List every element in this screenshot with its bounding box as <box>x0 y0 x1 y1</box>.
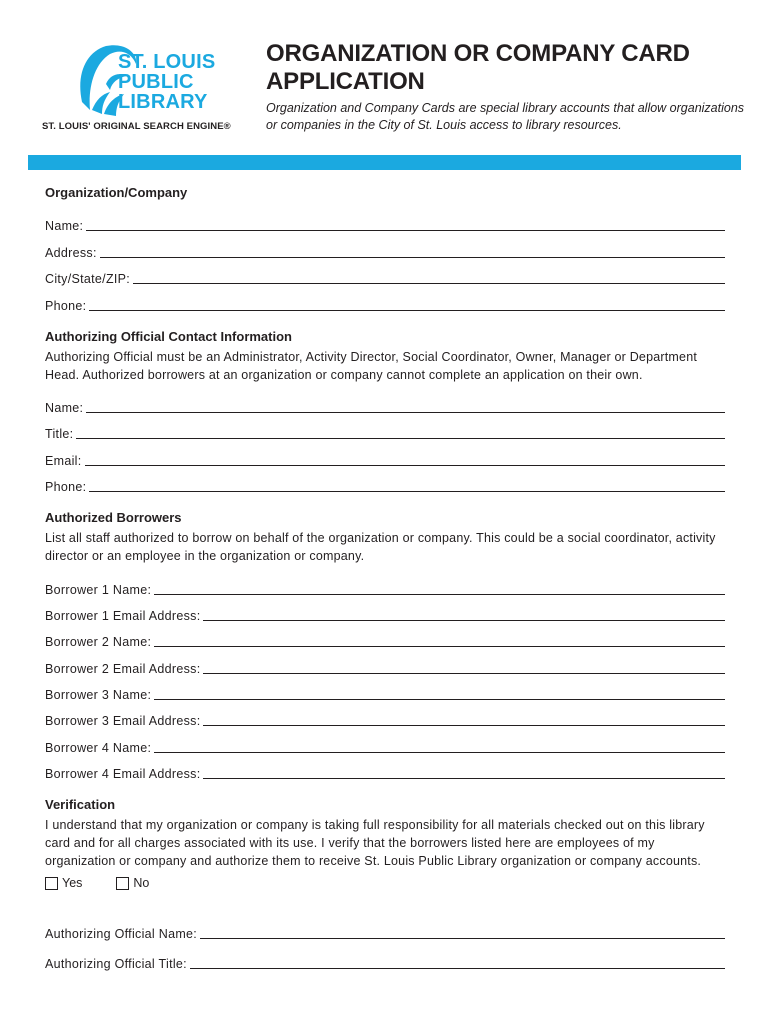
yes-checkbox[interactable] <box>45 877 58 890</box>
input-line[interactable] <box>203 725 725 726</box>
field-label: City/State/ZIP: <box>45 272 131 287</box>
authorizing-official-name-field[interactable] <box>45 912 725 942</box>
borrower-4-name-field[interactable] <box>45 729 725 755</box>
borrower-fields <box>45 571 725 782</box>
official-title-field[interactable] <box>45 416 725 442</box>
field-label: Title: <box>45 427 74 442</box>
borrower-2-name-field[interactable] <box>45 624 725 650</box>
page-title <box>266 40 746 96</box>
field-label: Borrower 4 Name: <box>45 740 152 755</box>
field-label: Borrower 4 Email Address: <box>45 767 201 782</box>
input-line[interactable] <box>203 673 725 674</box>
logo-line-3: LIBRARY <box>118 91 208 113</box>
input-line[interactable] <box>86 230 725 231</box>
input-line[interactable] <box>154 699 725 700</box>
input-line[interactable] <box>133 283 725 284</box>
no-option[interactable] <box>116 876 149 890</box>
field-label: Borrower 1 Email Address: <box>45 608 201 623</box>
org-section-heading: Organization/Company <box>45 185 188 200</box>
verification-choices <box>45 872 725 894</box>
official-name-field[interactable] <box>45 390 725 416</box>
official-phone-field[interactable] <box>45 469 725 495</box>
field-label: Email: <box>45 453 82 468</box>
official-email-field[interactable] <box>45 442 725 468</box>
yes-option[interactable] <box>45 876 82 890</box>
field-label: Borrower 3 Name: <box>45 688 152 703</box>
field-label: Authorizing Official Title: <box>45 957 187 972</box>
official-fields <box>45 390 725 496</box>
logo-line-1: ST. LOUIS <box>118 51 216 73</box>
page-title-line-1: ORGANIZATION OR COMPANY CARD <box>266 40 690 67</box>
input-line[interactable] <box>190 968 725 969</box>
header-divider-bar <box>28 155 741 170</box>
input-line[interactable] <box>154 646 725 647</box>
borrowers-section-heading: Authorized Borrowers <box>45 510 182 526</box>
page-title-line-2: APPLICATION <box>266 68 425 95</box>
field-label: Borrower 2 Name: <box>45 635 152 650</box>
page-header <box>0 0 770 170</box>
logo-line-2: PUBLIC <box>118 71 194 93</box>
org-city-state-zip-field[interactable] <box>45 261 725 287</box>
borrower-1-name-field[interactable] <box>45 571 725 597</box>
form-body <box>45 184 725 972</box>
borrower-1-email-field[interactable] <box>45 598 725 624</box>
input-line[interactable] <box>200 938 725 939</box>
input-line[interactable] <box>76 438 725 439</box>
official-section-heading: Authorizing Official Contact Information <box>45 328 292 344</box>
org-address-field[interactable] <box>45 234 725 260</box>
library-logo-text <box>118 52 215 112</box>
library-logo <box>38 44 248 136</box>
org-fields <box>45 208 725 314</box>
field-label: Address: <box>45 245 97 260</box>
input-line[interactable] <box>154 752 725 753</box>
org-name-field[interactable] <box>45 208 725 234</box>
borrower-4-email-field[interactable] <box>45 756 725 782</box>
no-label: No <box>133 876 150 891</box>
verification-section-heading: Verification <box>45 797 116 813</box>
logo-tagline: ST. LOUIS' ORIGINAL SEARCH ENGINE® <box>42 121 231 132</box>
field-label: Borrower 1 Name: <box>45 582 152 597</box>
borrower-3-email-field[interactable] <box>45 703 725 729</box>
yes-label: Yes <box>62 876 83 891</box>
input-line[interactable] <box>89 491 725 492</box>
input-line[interactable] <box>85 465 725 466</box>
borrower-3-name-field[interactable] <box>45 677 725 703</box>
field-label: Phone: <box>45 298 87 313</box>
input-line[interactable] <box>86 412 725 413</box>
field-label: Authorizing Official Name: <box>45 927 198 942</box>
input-line[interactable] <box>203 620 725 621</box>
field-label: Phone: <box>45 480 87 495</box>
input-line[interactable] <box>100 257 725 258</box>
org-phone-field[interactable] <box>45 287 725 313</box>
borrowers-description: List all staff authorized to borrow on behalf of the organization or company. This could be a social coordinator, activity director or an employee in the organization or company. <box>45 531 716 564</box>
official-description: Authorizing Official must be an Administrator, Activity Director, Social Coordinator, Owner, Manager or Department Head. Authorized borrowers at an organization or company cannot complete an application on their own. <box>45 349 698 382</box>
input-line[interactable] <box>89 310 725 311</box>
field-label: Borrower 3 Email Address: <box>45 714 201 729</box>
no-checkbox[interactable] <box>116 877 129 890</box>
field-label: Borrower 2 Email Address: <box>45 661 201 676</box>
borrower-2-email-field[interactable] <box>45 650 725 676</box>
field-label: Name: <box>45 400 84 415</box>
field-label: Name: <box>45 219 84 234</box>
authorizing-official-title-field[interactable] <box>45 942 725 972</box>
input-line[interactable] <box>154 594 725 595</box>
page-subtitle: Organization and Company Cards are special library accounts that allow organizations or companies in the City of St. Louis access to library resources. <box>266 101 745 132</box>
input-line[interactable] <box>203 778 725 779</box>
verification-description: I understand that my organization or company is taking full responsibility for all materials checked out on this library card and for all charges associated with its use. I verify that the borrowers listed here are employees of my organization or company and authorize them to receive St. Louis Public Library organization or company accounts. <box>45 818 705 869</box>
